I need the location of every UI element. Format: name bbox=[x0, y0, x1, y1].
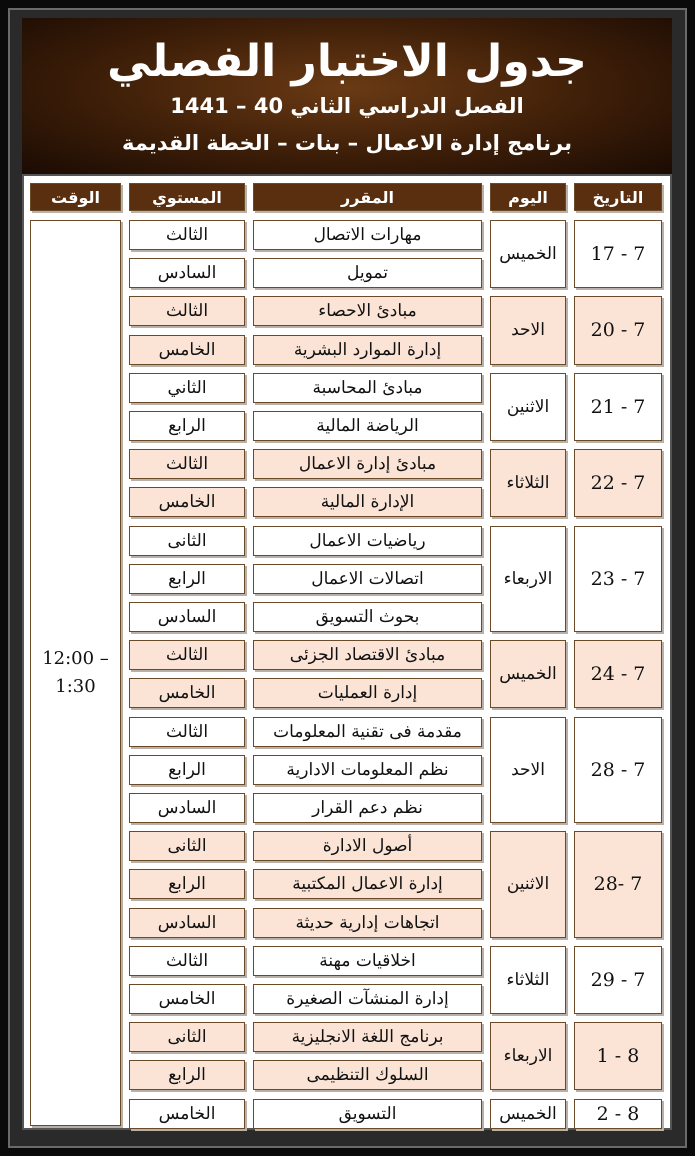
day-cell: الخميس bbox=[490, 220, 566, 288]
level-cell: الثانى bbox=[129, 526, 245, 556]
column-header-time: الوقت bbox=[30, 183, 121, 211]
level-cell: الرابع bbox=[129, 1060, 245, 1090]
day-cell: الثلاثاء bbox=[490, 449, 566, 517]
column-header-date: التاريخ bbox=[574, 183, 662, 211]
date-cell: 29 - 7 bbox=[574, 946, 662, 1014]
column-header-day: اليوم bbox=[490, 183, 566, 211]
course-cell: السلوك التنظيمى bbox=[253, 1060, 482, 1090]
program-line: برنامج إدارة الاعمال – بنات – الخطة القديمة bbox=[122, 131, 572, 155]
level-cell: الثانى bbox=[129, 1022, 245, 1052]
level-cell: الرابع bbox=[129, 564, 245, 594]
course-cell: إدارة الموارد البشرية bbox=[253, 335, 482, 365]
course-cell: تمويل bbox=[253, 258, 482, 288]
course-cell: اتجاهات إدارية حديثة bbox=[253, 908, 482, 938]
course-cell: إدارة المنشآت الصغيرة bbox=[253, 984, 482, 1014]
date-cell: 1 - 8 bbox=[574, 1022, 662, 1090]
level-cell: السادس bbox=[129, 908, 245, 938]
day-cell: الاحد bbox=[490, 296, 566, 364]
semester-subtitle: الفصل الدراسي الثاني 40 – 1441 bbox=[170, 94, 524, 118]
day-cell: الاحد bbox=[490, 717, 566, 823]
page-title: جدول الاختبار الفصلي bbox=[107, 36, 587, 87]
level-cell: الثالث bbox=[129, 640, 245, 670]
level-cell: الخامس bbox=[129, 984, 245, 1014]
date-cell: 21 - 7 bbox=[574, 373, 662, 441]
course-cell: نظم دعم القرار bbox=[253, 793, 482, 823]
course-cell: مبادئ الاحصاء bbox=[253, 296, 482, 326]
course-cell: الرياضة المالية bbox=[253, 411, 482, 441]
date-cell: 28- 7 bbox=[574, 831, 662, 937]
day-cell: الاثنين bbox=[490, 373, 566, 441]
level-cell: الثالث bbox=[129, 717, 245, 747]
level-cell: الثالث bbox=[129, 946, 245, 976]
level-cell: الثالث bbox=[129, 449, 245, 479]
level-cell: الخامس bbox=[129, 1099, 245, 1129]
level-cell: السادس bbox=[129, 793, 245, 823]
day-cell: الخميس bbox=[490, 640, 566, 708]
course-cell: مقدمة فى تقنية المعلومات bbox=[253, 717, 482, 747]
level-cell: الخامس bbox=[129, 678, 245, 708]
course-cell: إدارة العمليات bbox=[253, 678, 482, 708]
date-cell: 24 - 7 bbox=[574, 640, 662, 708]
course-cell: اخلاقيات مهنة bbox=[253, 946, 482, 976]
course-cell: برنامج اللغة الانجليزية bbox=[253, 1022, 482, 1052]
column-header-course: المقرر bbox=[253, 183, 482, 211]
level-cell: الثالث bbox=[129, 296, 245, 326]
course-cell: بحوث التسويق bbox=[253, 602, 482, 632]
date-cell: 23 - 7 bbox=[574, 526, 662, 632]
course-cell: التسويق bbox=[253, 1099, 482, 1129]
day-cell: الاثنين bbox=[490, 831, 566, 937]
level-cell: الرابع bbox=[129, 755, 245, 785]
course-cell: اتصالات الاعمال bbox=[253, 564, 482, 594]
time-cell bbox=[30, 220, 121, 1126]
day-cell: الاربعاء bbox=[490, 526, 566, 632]
level-cell: الثاني bbox=[129, 373, 245, 403]
time-end: 1:30 bbox=[55, 676, 96, 697]
date-cell: 28 - 7 bbox=[574, 717, 662, 823]
course-cell: مبادئ المحاسبة bbox=[253, 373, 482, 403]
course-cell: الإدارة المالية bbox=[253, 487, 482, 517]
column-header-level: المستوي bbox=[129, 183, 245, 211]
level-cell: الرابع bbox=[129, 411, 245, 441]
level-cell: الخامس bbox=[129, 335, 245, 365]
day-cell: الثلاثاء bbox=[490, 946, 566, 1014]
date-cell: 20 - 7 bbox=[574, 296, 662, 364]
course-cell: إدارة الاعمال المكتبية bbox=[253, 869, 482, 899]
level-cell: الخامس bbox=[129, 487, 245, 517]
course-cell: مبادئ إدارة الاعمال bbox=[253, 449, 482, 479]
level-cell: الثالث bbox=[129, 220, 245, 250]
course-cell: رياضيات الاعمال bbox=[253, 526, 482, 556]
date-cell: 17 - 7 bbox=[574, 220, 662, 288]
course-cell: مبادئ الاقتصاد الجزئى bbox=[253, 640, 482, 670]
day-cell: الخميس bbox=[490, 1099, 566, 1129]
day-cell: الاربعاء bbox=[490, 1022, 566, 1090]
banner bbox=[22, 18, 672, 174]
date-cell: 22 - 7 bbox=[574, 449, 662, 517]
level-cell: السادس bbox=[129, 258, 245, 288]
level-cell: السادس bbox=[129, 602, 245, 632]
level-cell: الرابع bbox=[129, 869, 245, 899]
course-cell: مهارات الاتصال bbox=[253, 220, 482, 250]
time-start: 12:00 – bbox=[42, 648, 109, 669]
date-cell: 2 - 8 bbox=[574, 1099, 662, 1129]
course-cell: أصول الادارة bbox=[253, 831, 482, 861]
exam-schedule-table bbox=[22, 174, 672, 1130]
course-cell: نظم المعلومات الادارية bbox=[253, 755, 482, 785]
level-cell: الثانى bbox=[129, 831, 245, 861]
